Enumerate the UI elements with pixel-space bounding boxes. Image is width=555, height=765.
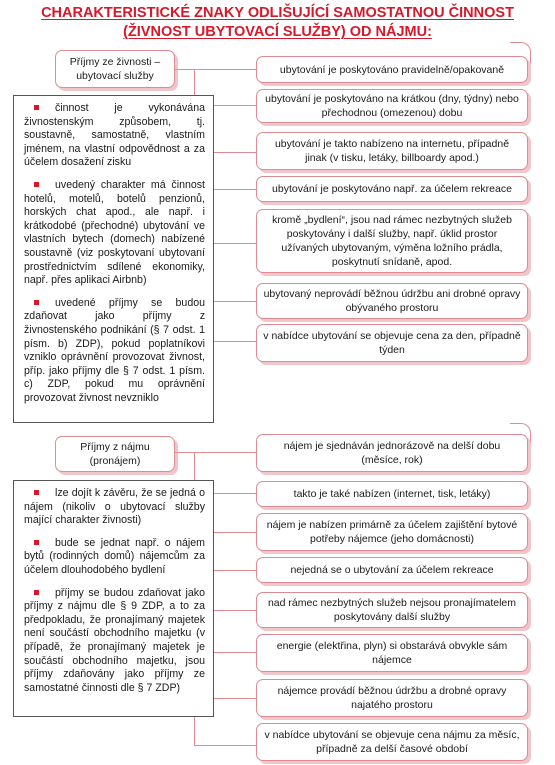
list-item: činnost je vykonávána živnostenským způsobem, tj. soustavně, samostatně, vlastním jménem, na vlastní odpovědnost a za účelem dosažení zisku: [24, 102, 205, 169]
feature-box: ubytování je poskytováno pravidelně/opakovaně: [256, 56, 528, 83]
list-item: příjmy se budou zdaňovat jako příjmy z nájmu dle § 9 ZDP, a to za předpokladu, že pronajímaný majetek není součástí obchodního majetku (v případě, že pronajímaný majetek je součástí obchodního majetku, jsou příjmy zdaňovány jako příjmy ze samostatné činnosti dle § 7 ZDP): [24, 586, 205, 694]
feature-box: nájemce provádí běžnou údržbu a drobné opravy najatého prostoru: [256, 679, 528, 717]
bullet-icon: [34, 105, 39, 110]
income-rent-text: [13, 480, 214, 717]
bullet-icon: [34, 590, 39, 595]
connector: [194, 69, 256, 70]
income-rent-label: Příjmy z nájmu (pronájem): [55, 436, 175, 472]
feature-box: nájem je nabízen primárně za účelem zajištění bytové potřeby nájemce (jeho domácnosti): [256, 513, 528, 551]
feature-box: v nabídce ubytování se objevuje cena za den, případně týden: [256, 324, 528, 362]
bullet-icon: [34, 300, 39, 305]
income-trade-label: Příjmy ze živnosti – ubytovací služby: [55, 50, 175, 88]
list-item: bude se jednat např. o nájem bytů (rodinných domů) nájemcům za účelem dlouhodobého bydlení: [24, 536, 205, 576]
list-item: lze dojít k závěru, že se jedná o nájem (nikoliv o ubytovací služby mající charakter živnosti): [24, 487, 205, 527]
connector: [194, 452, 256, 453]
feature-box: ubytování je takto nabízeno na internetu, případně jinak (v tisku, letáky, billboardy apod.): [256, 132, 528, 170]
list-item: uvedené příjmy se budou zdaňovat jako příjmy z živnostenského podnikání (§ 7 odst. 1 písm. b) ZDP), pokud poplatníkovi vzniklo oprávnění provozovat živnost, příp. jako příjmy dle § 7 odst. 1 písm. c) ZDP, pokud mu oprávnění provozovat živnost nevzniklo: [24, 296, 205, 404]
connector: [175, 452, 195, 453]
list-item: uvedený charakter má činnost hotelů, motelů, botelů penzionů, horských chat apod., ale např. i krátkodobé (přechodné) ubytování ve vlastních bytech (domech) nabízené soustavně (viz poskytovaní ubytovaní prostřednictvím sdílené ekonomiky, např. přes aplikaci Airbnb): [24, 178, 205, 287]
feature-box: energie (elektřina, plyn) si obstarává obvykle sám nájemce: [256, 634, 528, 672]
feature-box: ubytování je poskytováno např. za účelem rekreace: [256, 176, 528, 202]
feature-box: nejedná se o ubytování za účelem rekreace: [256, 557, 528, 583]
feature-box: v nabídce ubytování se objevuje cena nájmu za měsíc, případně za delší časové období: [256, 723, 528, 761]
feature-box: takto je také nabízen (internet, tisk, letáky): [256, 481, 528, 507]
feature-box: ubytování je poskytováno na krátkou (dny, týdny) nebo přechodnou (omezenou) dobu: [256, 89, 528, 123]
feature-box: kromě „bydlení“, jsou nad rámec nezbytných služeb poskytovány i další služby, např. úklid prostor užívaných ubytovaným, výměna ložního prádla, poskytnutí snídaně, apod.: [256, 209, 528, 273]
feature-box: ubytovaný neprovádí běžnou údržbu ani drobné opravy obývaného prostoru: [256, 283, 528, 319]
income-trade-text: [13, 95, 214, 423]
bullet-icon: [34, 540, 39, 545]
connector: [194, 745, 256, 746]
feature-box: nad rámec nezbytných služeb nejsou pronajímatelem poskytovány další služby: [256, 592, 528, 628]
bullet-icon: [34, 490, 39, 495]
feature-box: nájem je sjednáván jednorázově na delší dobu (měsíce, rok): [256, 434, 528, 472]
page-title: CHARAKTERISTICKÉ ZNAKY ODLIŠUJÍCÍ SAMOSTATNOU ČINNOST (ŽIVNOST UBYTOVACÍ SLUŽBY) OD NÁJMU:: [41, 5, 514, 40]
bullet-icon: [34, 182, 39, 187]
connector: [175, 69, 195, 70]
